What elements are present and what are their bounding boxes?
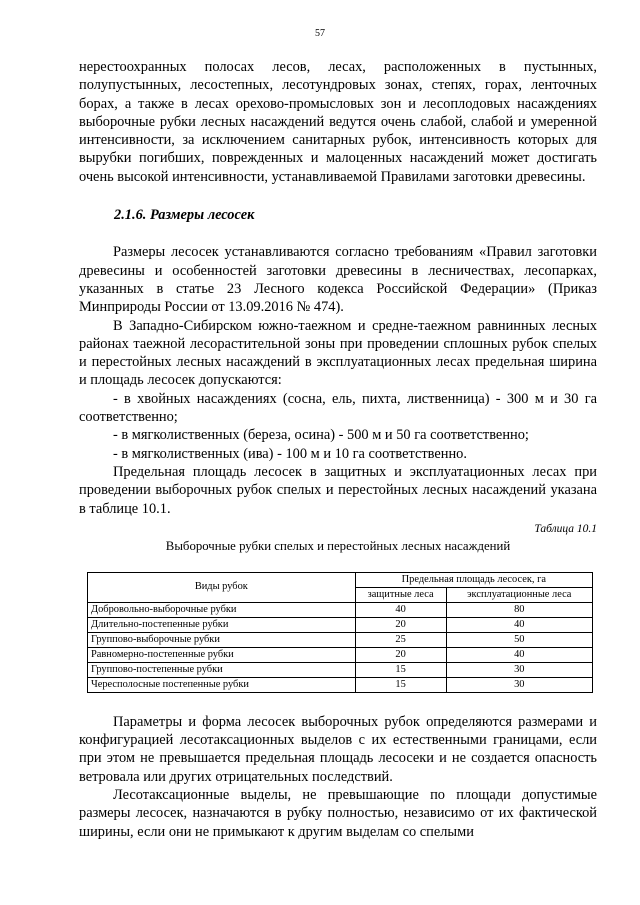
- header-protective-forests: защитные леса: [355, 587, 446, 602]
- list-item-willow: - в мягколиственных (ива) - 100 м и 10 га соответственно.: [113, 445, 467, 462]
- list-item-birch-aspen: - в мягколиственных (береза, осина) - 500 м и 50 га соответственно;: [113, 427, 529, 444]
- cell-type: Добровольно-выборочные рубки: [88, 602, 356, 617]
- paragraph-west-siberian: В Западно-Сибирском южно-таежном и средне-таежном равнинных лесных районах таежной лесорастительной зоны при проведении сплошных рубок спелых и перестойных лесных насаждений в эксплуатационных лесах предельная ширина и площадь лесосек допускаются:: [79, 317, 597, 389]
- table-row: [88, 662, 593, 677]
- cell-type: Группово-выборочные рубки: [88, 632, 356, 647]
- page-number: 57: [315, 28, 325, 39]
- section-heading: 2.1.6. Размеры лесосек: [114, 207, 255, 224]
- document-body: [79, 58, 597, 841]
- table-title: Выборочные рубки спелых и перестойных лесных насаждений: [165, 538, 511, 553]
- cell-type: Равномерно-постепенные рубки: [88, 647, 356, 662]
- table-row: [88, 617, 593, 632]
- cell-protective: 20: [355, 617, 446, 632]
- paragraph-forest-belts: нерестоохранных полосах лесов, лесах, расположенных в пустынных, полупустынных, лесостепных, лесотундровых зонах, степях, горах, ленточных борах, а также в лесах орехово-промысловых зон и лесоплодовых насаждениях выборочные рубки лесных насаждений ведутся очень слабой, слабой и умеренной интенсивности, за исключением санитарных рубок, интенсивность которых для вырубки погибших, поврежденных и малоценных насаждений может достигать очень высокой интенсивности, устанавливаемой Правилами заготовки древесины.: [79, 59, 597, 185]
- table-row: [88, 677, 593, 692]
- list-item-conifer: - в хвойных насаждениях (сосна, ель, пихта, лиственница) - 300 м и 30 га соответственно;: [79, 390, 597, 426]
- cell-exploitation: 80: [446, 602, 592, 617]
- cell-protective: 40: [355, 602, 446, 617]
- paragraph-taxation-units: Лесотаксационные выделы, не превышающие по площади допустимые размеры лесосек, назначаются в рубку полностью, независимо от их фактической ширины, если они не примыкают к другим выделам со спелыми: [79, 787, 597, 840]
- cell-exploitation: 40: [446, 617, 592, 632]
- felling-area-table: [87, 572, 593, 693]
- cell-type: Группово-постепенные рубки: [88, 662, 356, 677]
- header-exploitation-forests: эксплуатационные леса: [446, 587, 592, 602]
- table-label: Таблица 10.1: [534, 522, 597, 535]
- cell-protective: 15: [355, 677, 446, 692]
- cell-exploitation: 40: [446, 647, 592, 662]
- paragraph-size-requirements: Размеры лесосек устанавливаются согласно требованиям «Правил заготовки древесины и особенностей заготовки древесины в лесничествах, лесопарках, указанных в статье 23 Лесного кодекса Российской Федерации» (Приказ Минприроды России от 13.09.2016 № 474).: [79, 244, 597, 316]
- table-row: [88, 602, 593, 617]
- cell-exploitation: 50: [446, 632, 592, 647]
- cell-exploitation: 30: [446, 662, 592, 677]
- cell-protective: 15: [355, 662, 446, 677]
- header-max-area: Предельная площадь лесосек, га: [355, 572, 592, 587]
- cell-protective: 25: [355, 632, 446, 647]
- cell-type: Чересполосные постепенные рубки: [88, 677, 356, 692]
- cell-exploitation: 30: [446, 677, 592, 692]
- header-felling-type: Виды рубок: [88, 572, 356, 602]
- paragraph-table-reference: Предельная площадь лесосек в защитных и эксплуатационных лесах при проведении выборочных рубок спелых и перестойных лесных насаждений указана в таблице 10.1.: [79, 463, 597, 517]
- table-row: [88, 647, 593, 662]
- cell-type: Длительно-постепенные рубки: [88, 617, 356, 632]
- table-row: [88, 632, 593, 647]
- paragraph-selective-parameters: Параметры и форма лесосек выборочных рубок определяются размерами и конфигурацией лесотаксационных выделов с их естественными границами, если при этом не превышается предельная площадь лесосеки и не создается опасность ветровала или других отрицательных последствий.: [79, 713, 597, 785]
- cell-protective: 20: [355, 647, 446, 662]
